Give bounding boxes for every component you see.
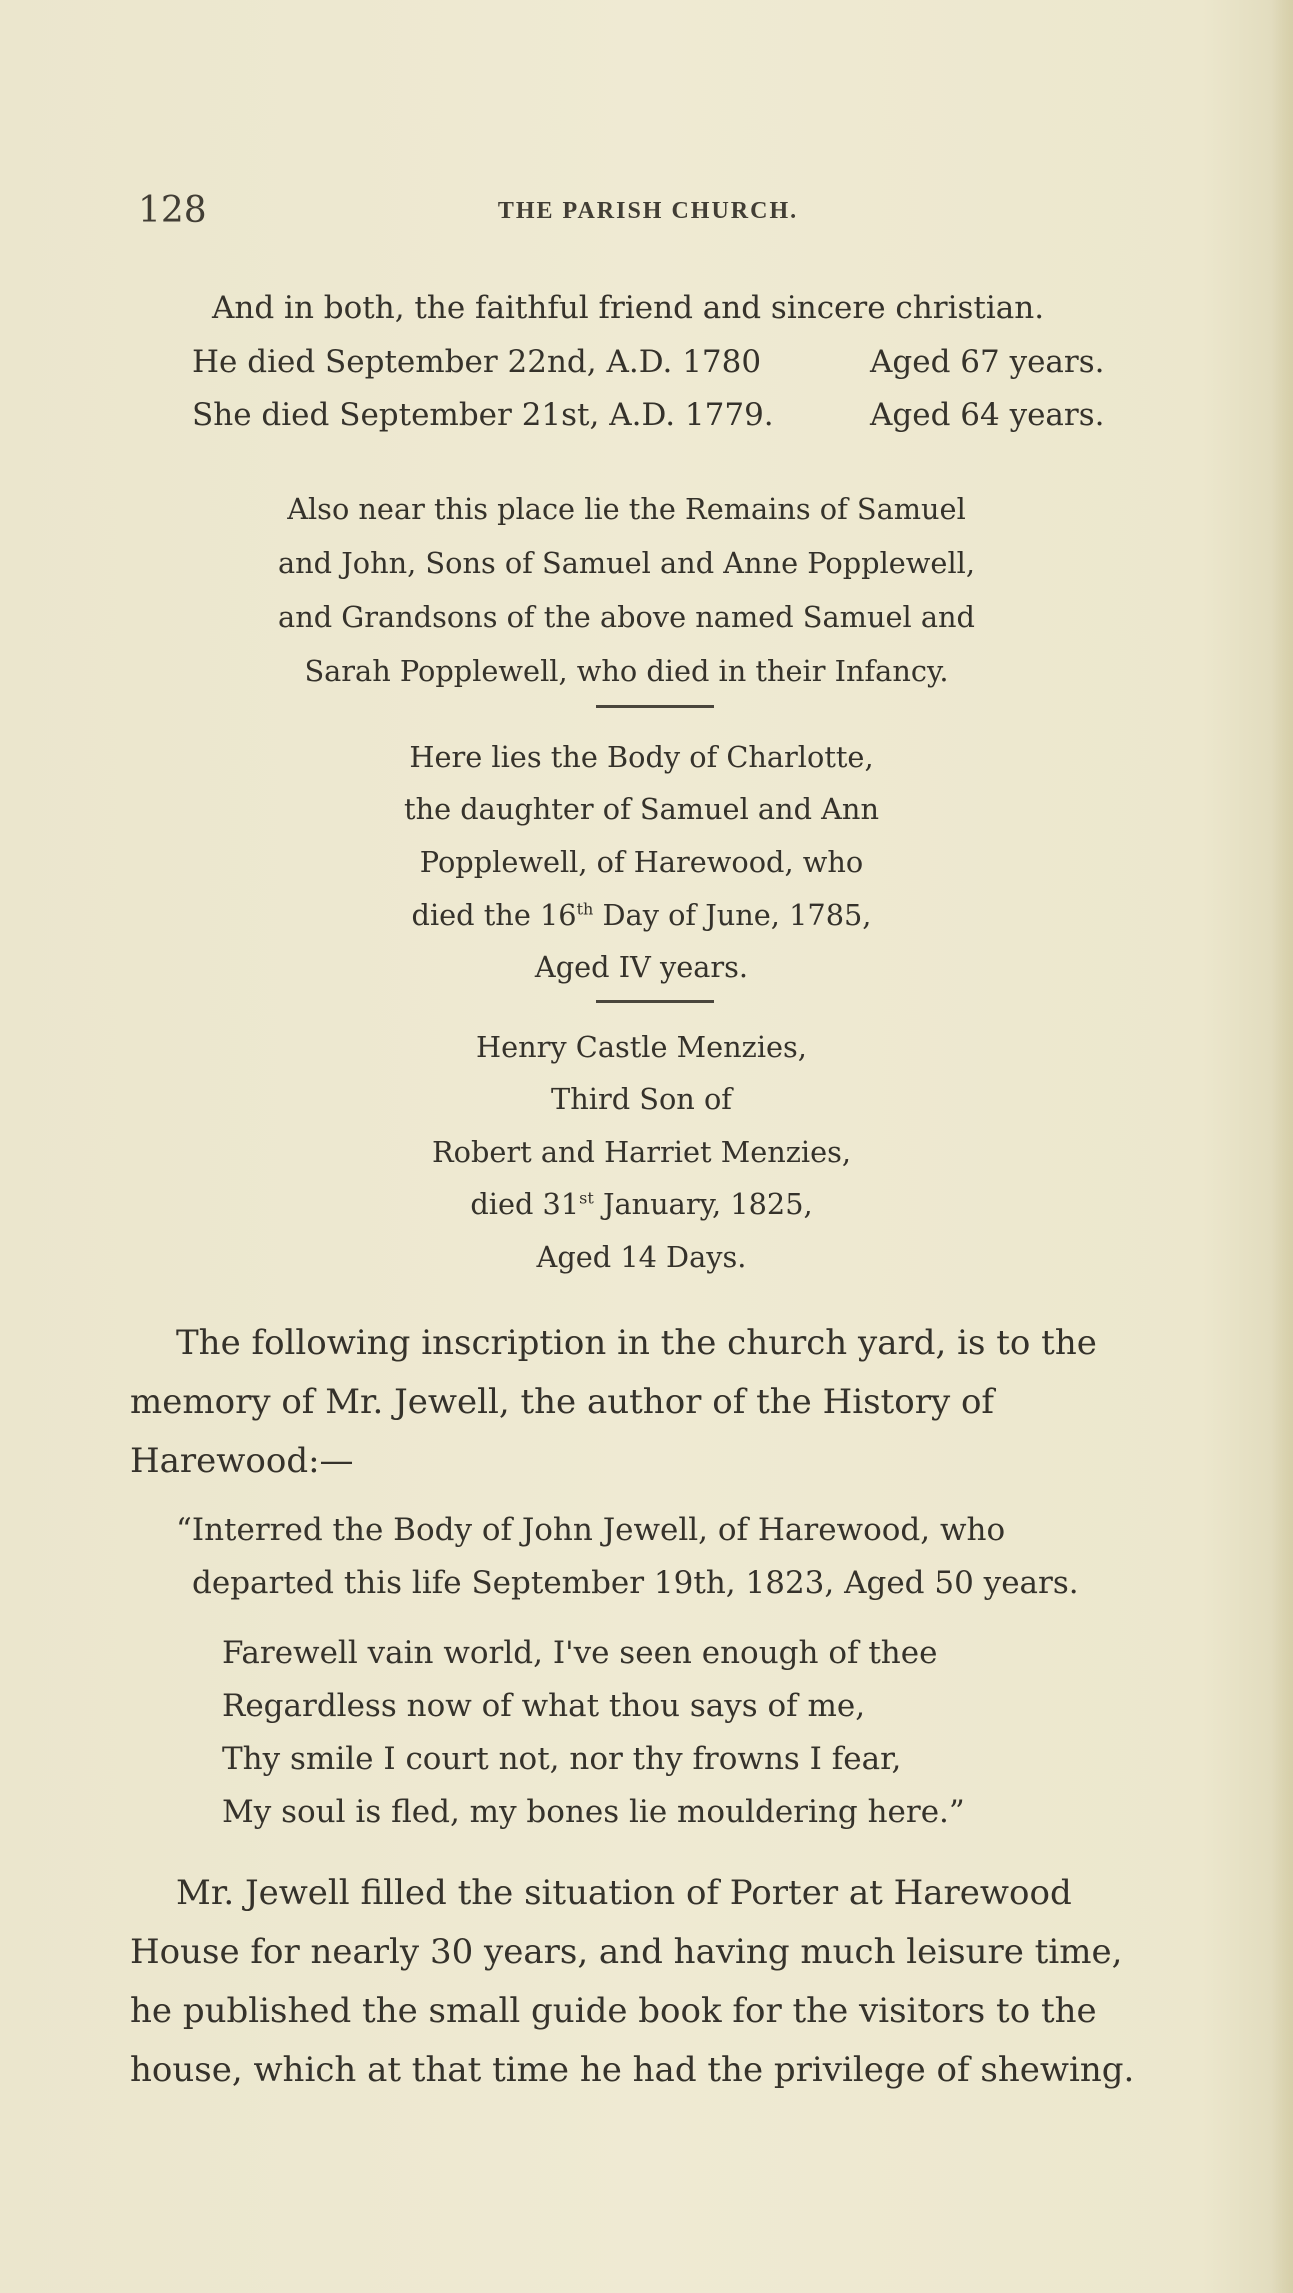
- epitaph-1-she-aged: Aged 64 years.: [870, 397, 1105, 433]
- epitaph-3-ordinal-suffix: th: [576, 899, 594, 919]
- paragraph-1-line-2: memory of Mr. Jewell, the author of the History of: [130, 1382, 995, 1422]
- inscription-line-2: departed this life September 19th, 1823, Aged 50 years.: [192, 1565, 1079, 1601]
- epitaph-4-line-4-text: died 31: [470, 1187, 580, 1221]
- inscription-line-1: “Interred the Body of John Jewell, of Harewood, who: [176, 1512, 1006, 1548]
- epitaph-3-line-4-date: Day of June, 1785,: [593, 898, 872, 932]
- epitaph-4-ordinal-suffix: st: [579, 1188, 594, 1208]
- verse-line-2: Regardless now of what thou says of me,: [222, 1688, 866, 1724]
- epitaph-2-line-2: and John, Sons of Samuel and Anne Popplewell,: [278, 546, 975, 580]
- page-number: 128: [138, 190, 207, 231]
- epitaph-1-he-aged: Aged 67 years.: [870, 344, 1105, 380]
- section-divider-1: [596, 705, 714, 708]
- verse-line-4: My soul is fled, my bones lie mouldering here.”: [222, 1794, 965, 1830]
- paragraph-1-line-3: Harewood:—: [130, 1441, 354, 1481]
- verse-line-3: Thy smile I court not, nor thy frowns I fear,: [222, 1741, 902, 1777]
- paragraph-2-line-4: house, which at that time he had the privilege of shewing.: [130, 2050, 1135, 2090]
- epitaph-3-line-1: Here lies the Body of Charlotte,: [409, 740, 874, 774]
- paragraph-1-line-1: The following inscription in the church yard, is to the: [176, 1323, 1097, 1363]
- epitaph-3-line-5: Aged IV years.: [534, 950, 749, 984]
- epitaph-4-line-4: [0, 1187, 1293, 1221]
- verse-line-1: Farewell vain world, I've seen enough of thee: [222, 1635, 938, 1671]
- section-divider-2: [596, 1000, 714, 1003]
- epitaph-3-line-3: Popplewell, of Harewood, who: [419, 845, 864, 879]
- epitaph-4-line-4-date: January, 1825,: [593, 1187, 813, 1221]
- page-header: [138, 190, 1158, 240]
- paragraph-2-line-2: House for nearly 30 years, and having much leisure time,: [130, 1932, 1123, 1972]
- paragraph-2-line-1: Mr. Jewell filled the situation of Porter at Harewood: [176, 1873, 1072, 1913]
- epitaph-3-line-4-text: died the 16: [411, 898, 577, 932]
- epitaph-3-line-2: the daughter of Samuel and Ann: [404, 792, 879, 826]
- running-title: THE PARISH CHURCH.: [497, 198, 799, 224]
- epitaph-2-line-4: Sarah Popplewell, who died in their Infancy.: [304, 654, 949, 688]
- epitaph-1-she-died: She died September 21st, A.D. 1779.: [192, 397, 774, 433]
- epitaph-4-line-3: Robert and Harriet Menzies,: [431, 1135, 852, 1169]
- epitaph-4-line-5: Aged 14 Days.: [536, 1240, 747, 1274]
- epitaph-3-line-4: [0, 898, 1293, 932]
- epitaph-4-line-2: Third Son of: [551, 1082, 732, 1116]
- epitaph-4-line-1: Henry Castle Menzies,: [476, 1030, 807, 1064]
- paragraph-2-line-3: he published the small guide book for the visitors to the: [130, 1991, 1097, 2031]
- epitaph-1-line-1: And in both, the faithful friend and sincere christian.: [212, 290, 1045, 326]
- epitaph-2-line-3: and Grandsons of the above named Samuel and: [278, 600, 975, 634]
- epitaph-2-line-1: Also near this place lie the Remains of Samuel: [287, 492, 966, 526]
- epitaph-1-he-died: He died September 22nd, A.D. 1780: [192, 344, 762, 380]
